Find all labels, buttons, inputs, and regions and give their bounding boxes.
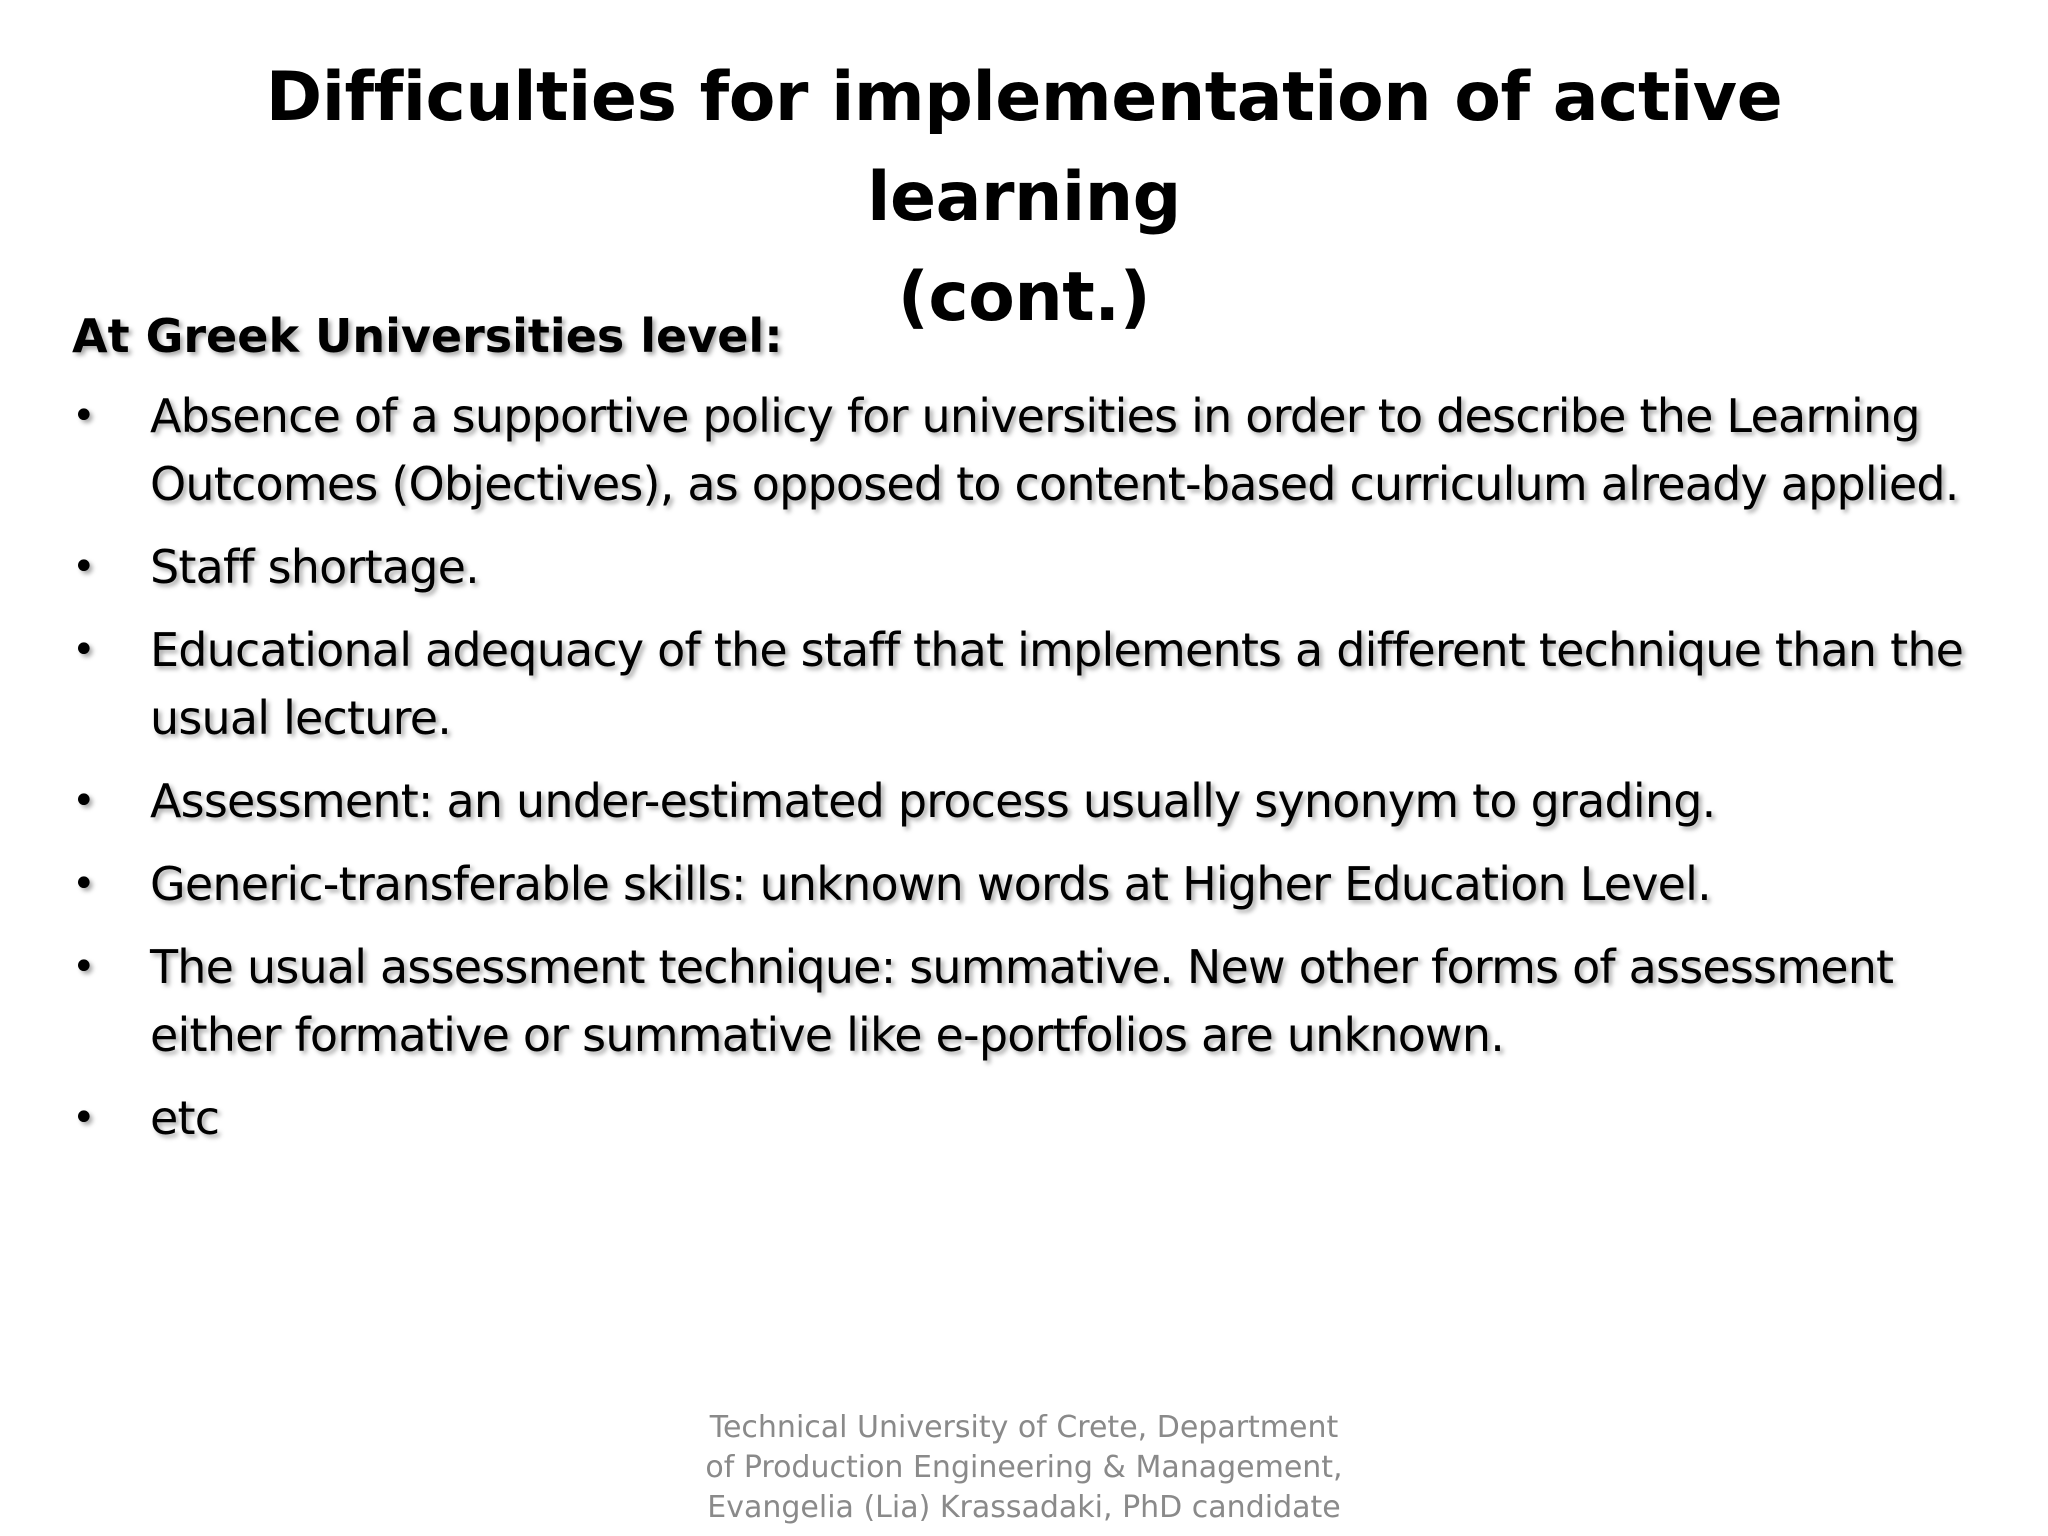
list-item — [72, 1084, 2012, 1152]
slide-body — [72, 306, 2012, 1167]
list-item — [72, 616, 2012, 752]
list-item-text: Absence of a supportive policy for universities in order to describe the Learning Outcomes (Objectives), as opposed to content-based curriculum already applied. — [150, 389, 1959, 511]
section-heading: At Greek Universities level: — [72, 309, 783, 363]
list-item-text: The usual assessment technique: summative. New other forms of assessment either formative or summative like e-portfolios are unknown. — [150, 940, 1894, 1062]
slide-title-line-2: (cont.) — [897, 258, 1151, 337]
footer-line-1: Technical University of Crete, Department — [709, 1410, 1339, 1445]
list-item-text: Assessment: an under-estimated process usually synonym to grading. — [150, 774, 1716, 828]
list-item — [72, 382, 2012, 518]
list-item — [72, 933, 2012, 1069]
list-item-text: Generic-transferable skills: unknown words at Higher Education Level. — [150, 857, 1711, 911]
bullet-icon: • — [72, 944, 95, 990]
list-item-text: Staff shortage. — [150, 540, 479, 594]
list-item — [72, 767, 2012, 835]
bullet-icon: • — [72, 778, 95, 824]
list-item — [72, 533, 2012, 601]
bullet-icon: • — [72, 544, 95, 590]
list-item — [72, 850, 2012, 918]
slide-title-line-1: Difficulties for implementation of active learning — [265, 58, 1783, 237]
bullet-icon: • — [72, 1095, 95, 1141]
bullet-icon: • — [72, 393, 95, 439]
bullet-icon: • — [72, 861, 95, 907]
list-item-text: Educational adequacy of the staff that implements a different technique than the usual lecture. — [150, 623, 1964, 745]
footer-line-2: of Production Engineering & Management, — [705, 1450, 1343, 1485]
slide-title — [100, 48, 1948, 348]
list-item-text: etc — [150, 1091, 220, 1145]
footer-line-3: Evangelia (Lia) Krassadaki, PhD candidate — [707, 1490, 1341, 1525]
bullet-list — [72, 382, 2012, 1152]
bullet-icon: • — [72, 627, 95, 673]
slide-footer — [674, 1408, 1374, 1528]
